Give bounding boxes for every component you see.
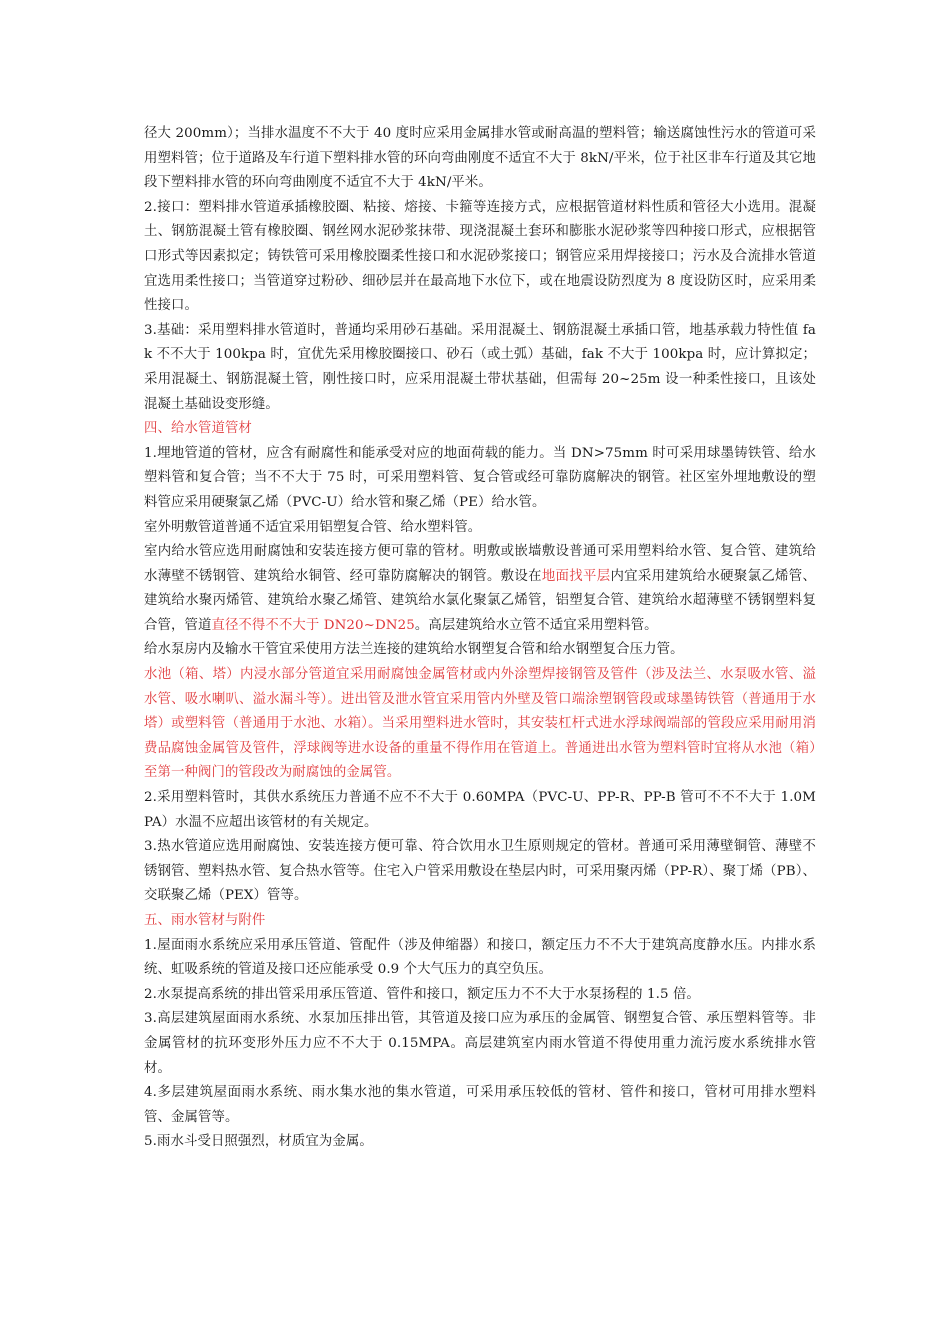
para-hot-water-text: 3.热水管道应选用耐腐蚀、安装连接方便可靠、符合饮用水卫生原则规定的管材。普通可采用薄壁铜管、薄壁不锈钢管、塑料热水管、复合热水管等。住宅入户管采用敷设在垫层内时，可采用聚丙烯（PP-R）、聚丁烯（PB）、交联聚乙烯（PEX）管等。	[144, 839, 816, 904]
para-drainage-material-cont	[144, 122, 816, 196]
para-indoor-pipe-text: 室内给水管应选用耐腐蚀和安装连接方便可靠的管材。明敷或嵌墙敷设普通可采用塑料给水管、复合管、建筑给水薄壁不锈钢管、建筑给水铜管、经可靠防腐解决的钢管。敷设在	[144, 544, 816, 584]
para-indoor-pipe-text: 地面找平层	[541, 568, 611, 584]
para-plastic-pressure-text: 2.采用塑料管时，其供水系统压力普通不应不不大于 0.60MPA（PVC-U、PP-R、PP-B 管可不不不大于 1.0MPA）水温不应超出该管材的有关规定。	[144, 790, 816, 830]
para-pump-room-text: 给水泵房内及输水干管宜采使用方法兰连接的建筑给水钢塑复合管和给水钢塑复合压力管。	[144, 642, 684, 658]
para-indoor-pipe-text: 内宜采用建筑给水硬聚氯乙烯管、建筑给水聚丙烯管、建筑给水聚乙烯管、建筑给水氯化聚氯乙烯管，铝塑复合管、建筑给水超薄壁不锈钢塑料复合管，管道	[144, 568, 816, 633]
para-outdoor-exposed	[144, 516, 816, 541]
para-foundation	[144, 319, 816, 417]
para-hot-water	[144, 835, 816, 909]
para-indoor-pipe-text: 直径不得不不大于 DN20~DN25	[211, 617, 415, 633]
para-roof-rain-text: 1.屋面雨水系统应采用承压管道、管配件（涉及伸缩器）和接口，额定压力不不大于建筑高度静水压。内排水系统、虹吸系统的管道及接口还应能承受 0.9 个大气压力的真空负压。	[144, 937, 816, 978]
para-joint-text: 2.接口：塑料排水管道承插橡胶圈、粘接、熔接、卡箍等连接方式，应根据管道材料性质和管径大小选用。混凝土、钢筋混凝土管有橡胶圈、钢丝网水泥砂浆抹带、现浇混凝土套环和膨胀水泥砂浆等四种接口形式，应根据管口形式等因素拟定；铸铁管可采用橡胶圈柔性接口和水泥砂浆接口；钢管应采用焊接接口；污水及合流排水管道宜选用柔性接口；当管道穿过粉砂、细砂层并在最高地下水位下，或在地震设防烈度为 8 度设防区时，应采用柔性接口。	[144, 199, 816, 314]
para-buried-pipe-text: 1.埋地管道的管材，应含有耐腐性和能承受对应的地面荷载的能力。当 DN>75mm 时可采用球墨铸铁管、给水塑料管和复合管；当不不大于 75 时，可采用塑料管、复合管或经可靠防腐解决的钢管。社区室外埋地敷设的塑料管应采用硬聚氯乙烯（PVC-U）给水管和聚乙烯（PE）给水管。	[144, 445, 816, 510]
para-roof-rain	[144, 934, 816, 983]
para-indoor-pipe-text: 。高层建筑给水立管不适宜采用塑料管。	[414, 617, 658, 633]
para-outdoor-exposed-text: 室外明敷管道普通不适宜采用铝塑复合管、给水塑料管。	[144, 519, 482, 535]
para-indoor-pipe	[144, 540, 816, 638]
para-highrise-rain-text: 3.高层建筑屋面雨水系统、水泵加压排出管，其管道及接口应为承压的金属管、钢塑复合管、承压塑料管等。非金属管材的抗环变形外压力应不不大于 0.15MPA。高层建筑室内雨水管道不得使用重力流污废水系统排水管材。	[144, 1011, 816, 1076]
para-highrise-rain	[144, 1007, 816, 1081]
para-water-tank	[144, 663, 816, 786]
para-rain-hopper-text: 5.雨水斗受日照强烈，材质宜为金属。	[144, 1134, 373, 1150]
heading-section-5	[144, 909, 816, 934]
para-water-tank-text: 水池（箱、塔）内浸水部分管道宜采用耐腐蚀金属管材或内外涂塑焊接钢管及管件（涉及法兰、水泵吸水管、溢水管、吸水喇叭、溢水漏斗等）。进出管及泄水管宜采用管内外壁及管口端涂塑钢管段或球墨铸铁管（普通用于水塔）或塑料管（普通用于水池、水箱）。当采用塑料进水管时，其安装杠杆式进水浮球阀端部的管段应采用耐用消费品腐蚀金属管及管件，浮球阀等进水设备的重量不得作用在管道上。普通进出水管为塑料管时宜将从水池（箱）至第一种阀门的管段改为耐腐蚀的金属管。	[144, 667, 816, 781]
para-pump-room	[144, 638, 816, 663]
para-joint	[144, 196, 816, 319]
heading-section-4	[144, 417, 816, 442]
para-foundation-text: 3.基础：采用塑料排水管道时，普通均采用砂石基础。采用混凝土、钢筋混凝土承插口管，地基承载力特性值 fak 不不大于 100kpa 时，宜优先采用橡胶圈接口、砂石（或土弧）基础，fak 不大于 100kpa 时，应计算拟定；采用混凝土、钢筋混凝土管，刚性接口时，应采用混凝土带状基础，但需每 20~25m 设一种柔性接口，且该处混凝土基础设变形缝。	[144, 322, 816, 412]
document-page	[144, 122, 816, 1155]
para-rain-hopper	[144, 1130, 816, 1155]
para-multistory-rain-text: 4.多层建筑屋面雨水系统、雨水集水池的集水管道，可采用承压较低的管材、管件和接口，管材可用排水塑料管、金属管等。	[144, 1085, 816, 1125]
para-buried-pipe	[144, 442, 816, 516]
para-pump-lift-text: 2.水泵提高系统的排出管采用承压管道、管件和接口，额定压力不不大于水泵扬程的 1.5 倍。	[144, 986, 700, 1002]
para-drainage-material-cont-text: 径大 200mm）；当排水温度不不大于 40 度时应采用金属排水管或耐高温的塑料管；输送腐蚀性污水的管道可采用塑料管；位于道路及车行道下塑料排水管的环向弯曲刚度不适宜不大于 8kN/平米，位于社区非车行道及其它地段下塑料排水管的环向弯曲刚度不适宜不大于 4kN/平米。	[144, 126, 816, 191]
heading-section-5-text: 五、雨水管材与附件	[144, 913, 266, 928]
para-plastic-pressure	[144, 786, 816, 835]
para-pump-lift	[144, 983, 816, 1008]
heading-section-4-text: 四、给水管道管材	[144, 421, 252, 437]
para-multistory-rain	[144, 1081, 816, 1130]
